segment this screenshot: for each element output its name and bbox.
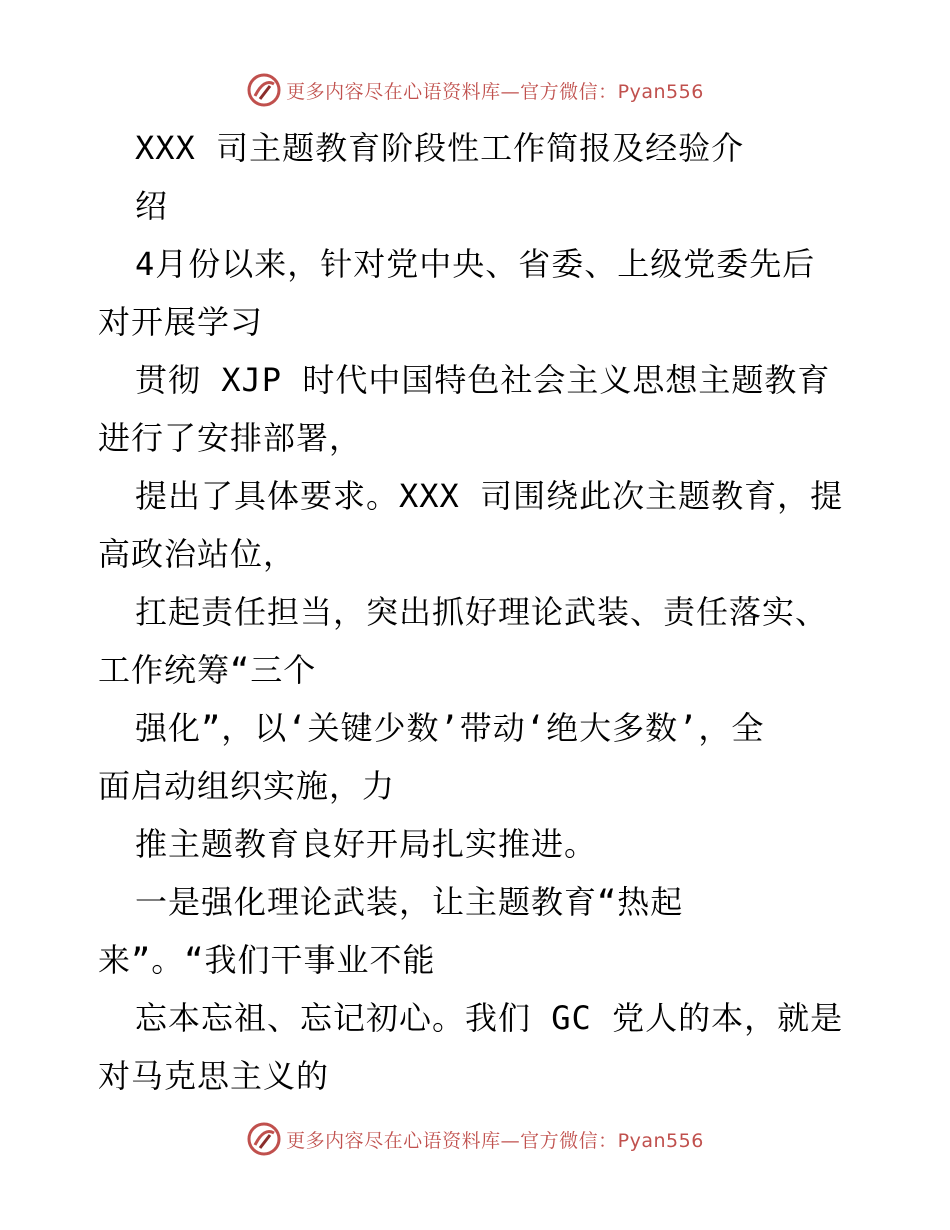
doc-text-line: 工作统筹“三个 — [98, 651, 317, 689]
doc-text-line: 强化”，以‘关键少数’带动‘绝大多数’，全 — [135, 709, 765, 747]
doc-title-line: 绍 — [135, 187, 169, 225]
doc-text-line: 扛起责任担当，突出抓好理论武装、责任落实、 — [135, 593, 829, 631]
doc-text-line: 来”。“我们干事业不能 — [98, 941, 436, 979]
doc-text-line: 4月份以来，针对党中央、省委、上级党委先后 — [135, 245, 816, 283]
doc-title-line: XXX 司主题教育阶段性工作简报及经验介 — [135, 129, 745, 167]
doc-text-line: 对开展学习 — [98, 303, 264, 341]
doc-text-line: 忘本忘祖、忘记初心。我们 GC 党人的本，就是 — [135, 999, 844, 1037]
doc-text-line: 对马克思主义的 — [98, 1057, 330, 1095]
doc-text-line: 高政治站位， — [98, 535, 297, 573]
doc-text-line: 提出了具体要求。XXX 司围绕此次主题教育，提 — [135, 477, 844, 515]
header-banner-text: 更多内容尽在心语资料库—官方微信： — [286, 80, 618, 103]
doc-text-line: 一是强化理论武装，让主题教育“热起 — [135, 883, 684, 921]
footer-banner — [0, 1119, 950, 1159]
doc-text-line: 面启动组织实施，力 — [98, 767, 396, 805]
doc-text-line: 推主题教育良好开局扎实推进。 — [135, 825, 598, 863]
doc-text-line: 贯彻 XJP 时代中国特色社会主义思想主题教育 — [135, 361, 831, 399]
footer-banner-wechat: Pyan556 — [617, 1129, 704, 1152]
header-banner-wechat: Pyan556 — [617, 80, 704, 103]
brand-logo-icon — [246, 1121, 282, 1157]
doc-text-line: 进行了安排部署， — [98, 419, 363, 457]
footer-banner-text: 更多内容尽在心语资料库—官方微信： — [286, 1129, 618, 1152]
